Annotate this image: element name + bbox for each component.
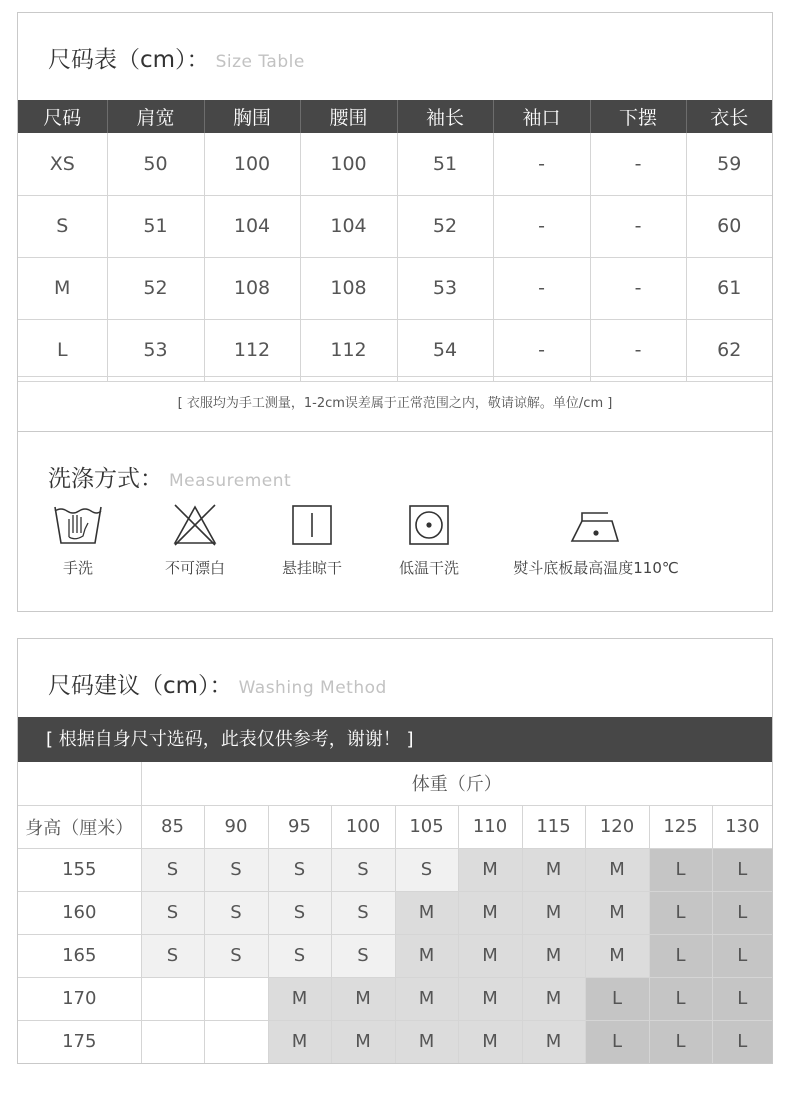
recommended-size-cell: S: [331, 934, 395, 977]
recommendation-heading: [48, 667, 387, 700]
column-header: 肩宽: [107, 100, 204, 133]
recommended-size-cell: [141, 977, 204, 1020]
height-label: 身高（厘米）: [18, 805, 141, 848]
recommended-size-cell: S: [141, 848, 204, 891]
recommended-size-cell: M: [268, 1020, 331, 1063]
recommended-size-cell: S: [331, 891, 395, 934]
recommended-size-cell: S: [141, 891, 204, 934]
size-row: [18, 319, 772, 381]
column-header: 下摆: [590, 100, 686, 133]
column-header: 衣长: [686, 100, 772, 133]
weight-value-cell: 115: [522, 805, 585, 848]
size-value-cell: -: [590, 257, 686, 319]
size-value-cell: -: [590, 133, 686, 195]
washing-heading: [48, 460, 291, 493]
recommended-size-cell: M: [522, 891, 585, 934]
recommended-size-cell: L: [649, 848, 712, 891]
size-value-cell: 112: [300, 319, 397, 381]
recommended-size-cell: S: [395, 848, 458, 891]
size-value-cell: 51: [107, 195, 204, 257]
washing-subtitle: Measurement: [169, 471, 292, 491]
size-chart-card: [17, 12, 773, 612]
recommendation-subtitle: Washing Method: [238, 678, 387, 698]
size-label-cell: S: [18, 195, 107, 257]
iron-icon: [568, 503, 624, 547]
size-value-cell: 100: [204, 133, 300, 195]
weight-label-row: [18, 762, 772, 805]
low-temp-dry-icon: [407, 503, 451, 547]
care-label: 熨斗底板最高温度110℃: [513, 559, 679, 577]
recommended-size-cell: S: [268, 934, 331, 977]
size-value-cell: 53: [107, 319, 204, 381]
line-dry-icon: [290, 503, 334, 547]
recommended-size-cell: L: [649, 977, 712, 1020]
weight-value-cell: 125: [649, 805, 712, 848]
size-value-cell: -: [493, 257, 590, 319]
size-table-heading: [48, 41, 305, 74]
size-value-cell: 53: [397, 257, 493, 319]
recommended-size-cell: M: [268, 977, 331, 1020]
recommended-size-cell: S: [204, 891, 268, 934]
height-value-cell: 175: [18, 1020, 141, 1063]
care-label: 悬挂晾干: [281, 559, 342, 577]
size-value-cell: 52: [397, 195, 493, 257]
recommended-size-cell: L: [649, 934, 712, 977]
size-value-cell: -: [590, 195, 686, 257]
size-value-cell: -: [590, 319, 686, 381]
recommended-size-cell: L: [712, 934, 772, 977]
corner-cell: [18, 762, 141, 805]
reference-banner: [ 根据自身尺寸选码，此表仅供参考，谢谢！ ]: [18, 717, 772, 762]
size-table-title: 尺码表（cm）：: [48, 47, 210, 73]
recommended-size-cell: M: [395, 1020, 458, 1063]
size-value-cell: 112: [204, 319, 300, 381]
recommended-size-cell: L: [712, 977, 772, 1020]
weight-value-cell: 110: [458, 805, 522, 848]
recommended-size-cell: M: [585, 934, 649, 977]
recommended-size-cell: [204, 977, 268, 1020]
column-header: 袖口: [493, 100, 590, 133]
recommended-size-cell: L: [585, 977, 649, 1020]
recommended-size-cell: L: [585, 1020, 649, 1063]
care-item-line-dry: [252, 503, 372, 578]
care-label: 不可漂白: [164, 559, 225, 577]
size-value-cell: 61: [686, 257, 772, 319]
weight-values-row: [18, 805, 772, 848]
size-value-cell: -: [493, 195, 590, 257]
recommended-size-cell: M: [522, 848, 585, 891]
recommended-size-cell: M: [458, 977, 522, 1020]
hand-wash-icon: [53, 503, 103, 547]
size-recommendation-table: [18, 762, 772, 1063]
weight-value-cell: 85: [141, 805, 204, 848]
recommended-size-cell: M: [458, 848, 522, 891]
recommended-size-cell: M: [522, 1020, 585, 1063]
size-value-cell: 108: [204, 257, 300, 319]
size-row: [18, 257, 772, 319]
size-value-cell: 104: [300, 195, 397, 257]
height-value-cell: 160: [18, 891, 141, 934]
recommended-size-cell: M: [585, 891, 649, 934]
size-value-cell: -: [493, 319, 590, 381]
column-header: 尺码: [18, 100, 107, 133]
size-value-cell: 100: [300, 133, 397, 195]
washing-title: 洗涤方式：: [48, 466, 163, 492]
size-table-subtitle: Size Table: [215, 52, 305, 72]
height-row: [18, 977, 772, 1020]
no-bleach-icon: [171, 503, 219, 547]
size-row: [18, 133, 772, 195]
height-value-cell: 165: [18, 934, 141, 977]
size-table: [18, 100, 772, 382]
recommended-size-cell: M: [458, 934, 522, 977]
size-value-cell: -: [493, 133, 590, 195]
size-value-cell: 59: [686, 133, 772, 195]
size-value-cell: 108: [300, 257, 397, 319]
size-row: [18, 195, 772, 257]
size-table-header-row: [18, 100, 772, 133]
recommended-size-cell: M: [395, 891, 458, 934]
size-label-cell: M: [18, 257, 107, 319]
size-value-cell: 60: [686, 195, 772, 257]
care-item-iron: [496, 503, 696, 578]
size-value-cell: 50: [107, 133, 204, 195]
recommended-size-cell: S: [268, 848, 331, 891]
height-row: [18, 1020, 772, 1063]
weight-value-cell: 120: [585, 805, 649, 848]
height-row: [18, 891, 772, 934]
size-label-cell: XS: [18, 133, 107, 195]
recommended-size-cell: S: [141, 934, 204, 977]
column-header: 袖长: [397, 100, 493, 133]
weight-value-cell: 90: [204, 805, 268, 848]
column-header: 胸围: [204, 100, 300, 133]
weight-value-cell: 130: [712, 805, 772, 848]
recommended-size-cell: M: [331, 1020, 395, 1063]
care-item-no-bleach: [135, 503, 255, 578]
measurement-note: [ 衣服均为手工测量，1-2cm误差属于正常范围之内，敬请谅解。单位/cm ]: [18, 376, 772, 432]
weight-label: 体重（斤）: [141, 762, 772, 805]
weight-value-cell: 105: [395, 805, 458, 848]
recommended-size-cell: S: [204, 934, 268, 977]
recommended-size-cell: L: [712, 1020, 772, 1063]
care-label: 手洗: [62, 559, 93, 577]
height-value-cell: 170: [18, 977, 141, 1020]
size-value-cell: 62: [686, 319, 772, 381]
size-value-cell: 54: [397, 319, 493, 381]
recommended-size-cell: L: [712, 848, 772, 891]
recommended-size-cell: S: [204, 848, 268, 891]
size-value-cell: 52: [107, 257, 204, 319]
recommended-size-cell: [204, 1020, 268, 1063]
size-recommendation-card: [17, 638, 773, 1064]
care-item-hand-wash: [18, 503, 138, 578]
size-label-cell: L: [18, 319, 107, 381]
recommended-size-cell: L: [649, 891, 712, 934]
size-value-cell: 104: [204, 195, 300, 257]
column-header: 腰围: [300, 100, 397, 133]
height-row: [18, 848, 772, 891]
height-value-cell: 155: [18, 848, 141, 891]
recommended-size-cell: S: [331, 848, 395, 891]
size-value-cell: 51: [397, 133, 493, 195]
recommended-size-cell: L: [712, 891, 772, 934]
recommended-size-cell: L: [649, 1020, 712, 1063]
height-row: [18, 934, 772, 977]
recommended-size-cell: M: [395, 934, 458, 977]
weight-value-cell: 95: [268, 805, 331, 848]
care-label: 低温干洗: [398, 559, 459, 577]
care-item-low-temp-dry: [369, 503, 489, 578]
recommended-size-cell: M: [331, 977, 395, 1020]
recommended-size-cell: M: [395, 977, 458, 1020]
recommended-size-cell: M: [522, 934, 585, 977]
recommended-size-cell: M: [522, 977, 585, 1020]
weight-value-cell: 100: [331, 805, 395, 848]
recommended-size-cell: S: [268, 891, 331, 934]
recommended-size-cell: M: [458, 891, 522, 934]
recommendation-title: 尺码建议（cm）：: [48, 673, 233, 699]
recommended-size-cell: M: [585, 848, 649, 891]
recommended-size-cell: [141, 1020, 204, 1063]
recommended-size-cell: M: [458, 1020, 522, 1063]
